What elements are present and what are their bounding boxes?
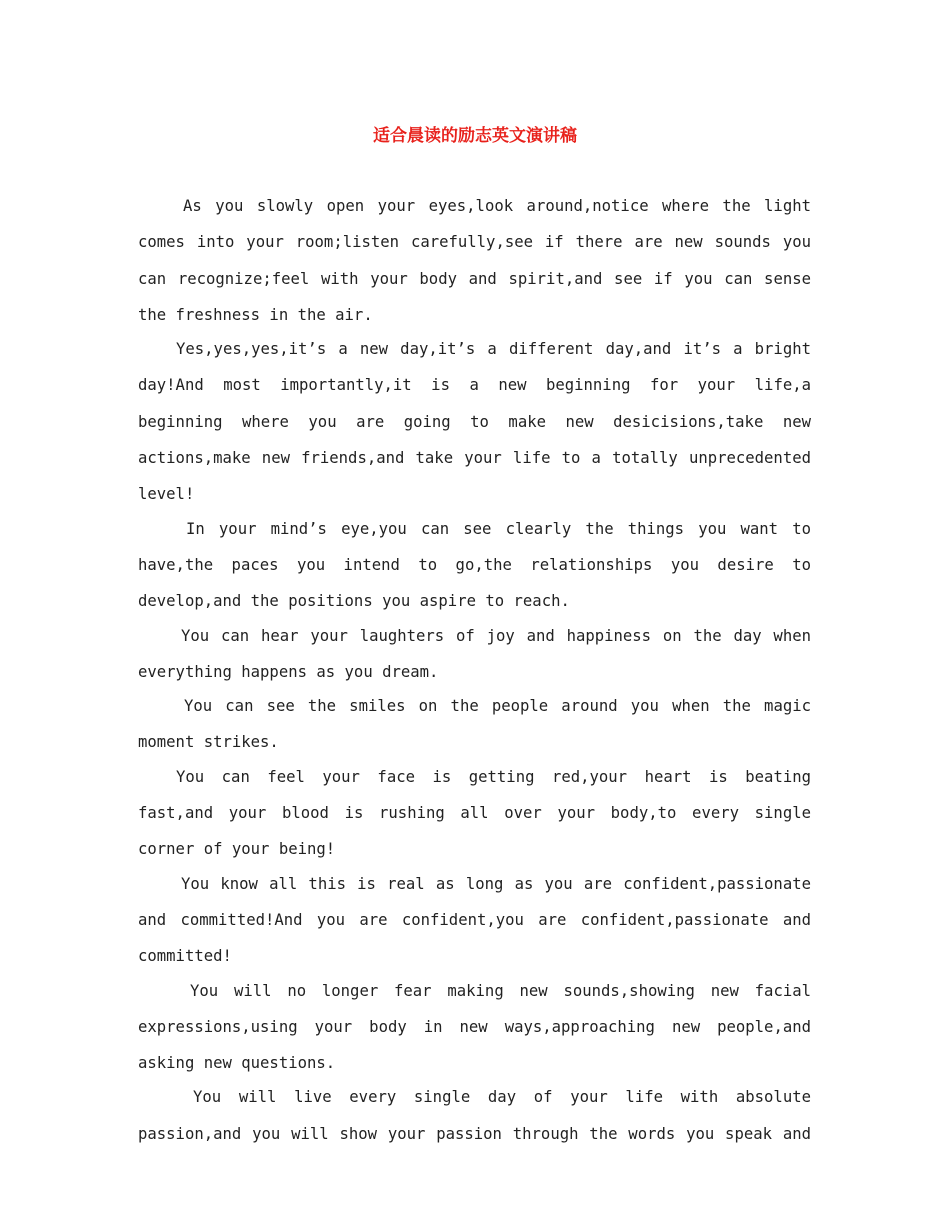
paragraph-7: You know all this is real as long as you are confident,passionate and committed!And you are confident,you are confident,passionate and committed! <box>138 874 811 966</box>
paragraph-6: You can feel your face is getting red,your heart is beating fast,and your blood is rushing all over your body,to every single corner of your being! <box>138 767 811 859</box>
document-body <box>138 188 811 1150</box>
document-title: 适合晨读的励志英文演讲稿 <box>373 126 577 146</box>
paragraph-2: Yes,yes,yes,it’s a new day,it’s a different day,and it’s a bright day!And most importantly,it is a new beginning for your life,a beginning where you are going to make new desicisions,take new actions,make new friends,and take your life to a totally unprecedented level! <box>138 340 811 504</box>
paragraph-4: You can hear your laughters of joy and happiness on the day when everything happens as you dream. <box>138 626 811 681</box>
paragraph-9: You will live every single day of your life with absolute passion,and you will show your passion through the words you speak and <box>138 1088 811 1143</box>
paragraph-5: You can see the smiles on the people around you when the magic moment strikes. <box>138 697 811 752</box>
paragraph-3: In your mind’s eye,you can see clearly the things you want to have,the paces you intend to go,the relationships you desire to develop,and the positions you aspire to reach. <box>138 519 811 611</box>
paragraph-8: You will no longer fear making new sounds,showing new facial expressions,using your body in new ways,approaching new people,and asking new questions. <box>138 981 811 1073</box>
paragraph-1: As you slowly open your eyes,look around,notice where the light comes into your room;listen carefully,see if there are new sounds you can recognize;feel with your body and spirit,and see if you can sense the freshness in the air. <box>138 197 811 324</box>
